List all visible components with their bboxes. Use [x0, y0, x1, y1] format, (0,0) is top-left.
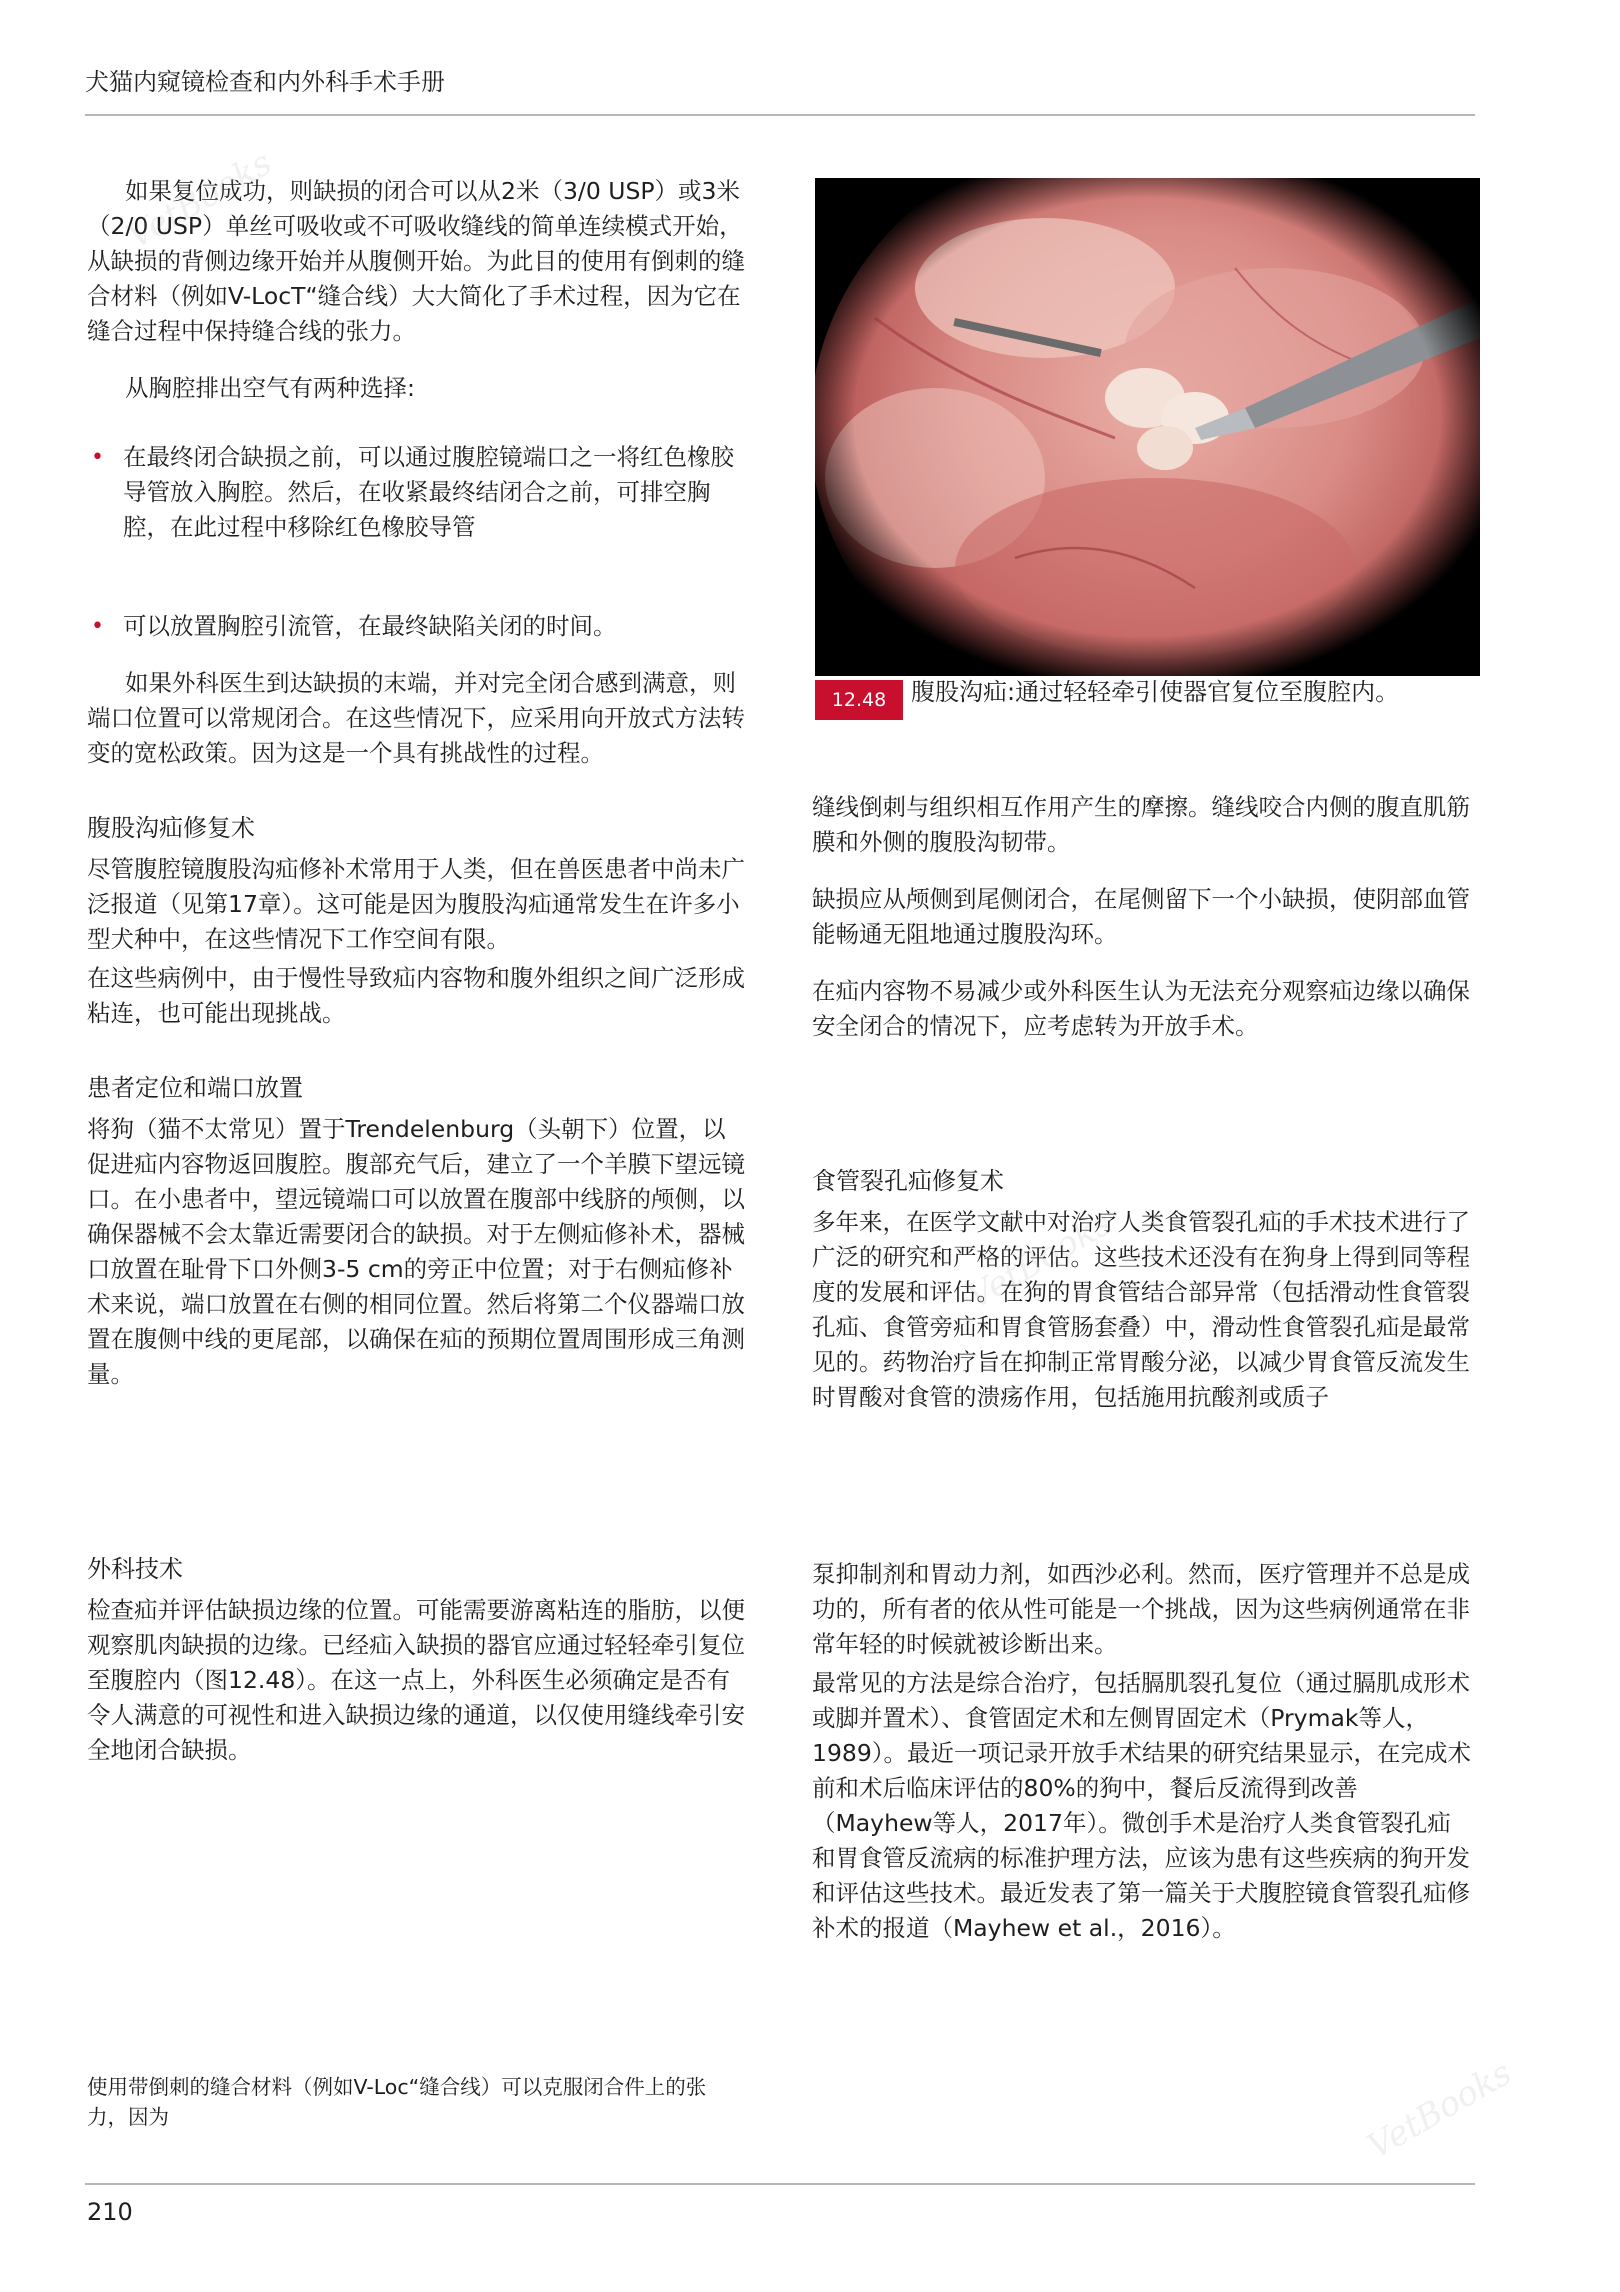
endoscopy-photo	[815, 178, 1480, 676]
footer-divider	[85, 2183, 1475, 2185]
section-heading: 腹股沟疝修复术	[87, 814, 255, 842]
bullet-item	[87, 440, 747, 545]
paragraph: 缺损应从颅侧到尾侧闭合，在尾侧留下一个小缺损，使阴部血管能畅通无阻地通过腹股沟环。	[812, 885, 1470, 948]
bullet-icon: •	[91, 445, 104, 470]
watermark-logo: VetBooks	[120, 142, 279, 258]
continuation-note: 使用带倒刺的缝合材料（例如V-Loc“缝合线）可以克服闭合件上的张力，因为	[87, 2075, 707, 2129]
figure-caption	[815, 674, 1480, 724]
paragraph: 如果复位成功，则缺损的闭合可以从2米（3/0 USP）或3米（2/0 USP）单丝可吸收或不可吸收缝线的简单连续模式开始，从缺损的背侧边缘开始并从腹侧开始。为此目的使用有倒刺的缝合材料（例如V-LocT“缝合线）大大简化了手术过程，因为它在缝合过程中保持缝合线的张力。	[87, 177, 745, 345]
running-header	[85, 62, 1475, 116]
surgical-image-illustration	[815, 178, 1480, 676]
paragraph: 最常见的方法是综合治疗，包括膈肌裂孔复位（通过膈肌成形术或脚并置术）、食管固定术和左侧胃固定术（Prymak等人，1989）。最近一项记录开放手术结果的研究结果显示，在完成术前和术后临床评估的80%的狗中，餐后反流得到改善（Mayhew等人，2017年）。微创手术是治疗人类食管裂孔疝和胃食管反流病的标准护理方法，应该为患有这些疾病的狗开发和评估这些技术。最近发表了第一篇关于犬腹腔镜食管裂孔疝修补术的报道（Mayhew et al.，2016）。	[812, 1669, 1472, 1942]
paragraph: 在疝内容物不易减少或外科医生认为无法充分观察疝边缘以确保安全闭合的情况下，应考虑转为开放手术。	[812, 977, 1470, 1040]
book-title: 犬猫内窥镜检查和内外科手术手册	[85, 68, 445, 96]
paragraph: 尽管腹腔镜腹股沟疝修补术常用于人类，但在兽医患者中尚未广泛报道（见第17章）。这可能是因为腹股沟疝通常发生在许多小型犬种中，在这些情况下工作空间有限。	[87, 855, 745, 953]
right-column	[812, 790, 1472, 1968]
bullet-text: 可以放置胸腔引流管，在最终缺陷关闭的时间。	[123, 612, 617, 640]
paragraph: 将狗（猫不太常见）置于Trendelenburg（头朝下）位置，以促进疝内容物返回腹腔。腹部充气后，建立了一个羊膜下望远镜口。在小患者中，望远镜端口可以放置在腹部中线脐的颅侧，以确保器械不会太靠近需要闭合的缺损。对于左侧疝修补术，器械口放置在耻骨下口外侧3-5 cm的旁正中位置；对于右侧疝修补术来说，端口放置在右侧的相同位置。然后将第二个仪器端口放置在腹侧中线的更尾部，以确保在疝的预期位置周围形成三角测量。	[87, 1115, 745, 1388]
paragraph: 从胸腔排出空气有两种选择:	[125, 374, 415, 402]
section-heading: 患者定位和端口放置	[87, 1074, 303, 1102]
section-heading: 外科技术	[87, 1555, 183, 1583]
bullet-item	[87, 609, 747, 644]
watermark-logo: VetBooks	[1360, 2052, 1519, 2168]
section-heading: 食管裂孔疝修复术	[812, 1167, 1004, 1195]
paragraph: 如果外科医生到达缺损的末端，并对完全闭合感到满意，则端口位置可以常规闭合。在这些情况下，应采用向开放式方法转变的宽松政策。因为这是一个具有挑战性的过程。	[87, 669, 745, 767]
left-column	[87, 174, 747, 1790]
bullet-text: 在最终闭合缺损之前，可以通过腹腔镜端口之一将红色橡胶导管放入胸腔。然后，在收紧最终结闭合之前，可排空胸腔，在此过程中移除红色橡胶导管	[123, 443, 734, 541]
figure-number-badge: 12.48	[815, 680, 903, 720]
paragraph: 缝线倒刺与组织相互作用产生的摩擦。缝线咬合内侧的腹直肌筋膜和外侧的腹股沟韧带。	[812, 793, 1470, 856]
paragraph: 在这些病例中，由于慢性导致疝内容物和腹外组织之间广泛形成粘连，也可能出现挑战。	[87, 964, 745, 1027]
paragraph: 泵抑制剂和胃动力剂，如西沙必利。然而，医疗管理并不总是成功的，所有者的依从性可能是一个挑战，因为这些病例通常在非常年轻的时候就被诊断出来。	[812, 1560, 1470, 1658]
caption-text: 腹股沟疝:通过轻轻牵引使器官复位至腹腔内。	[911, 678, 1400, 706]
bullet-icon: •	[91, 614, 104, 639]
page-number: 210	[87, 2198, 133, 2226]
paragraph: 检查疝并评估缺损边缘的位置。可能需要游离粘连的脂肪，以便观察肌肉缺损的边缘。已经疝入缺损的器官应通过轻轻牵引复位至腹腔内（图12.48）。在这一点上，外科医生必须确定是否有令人满意的可视性和进入缺损边缘的通道，以仅使用缝线牵引安全地闭合缺损。	[87, 1596, 745, 1764]
paragraph: 多年来，在医学文献中对治疗人类食管裂孔疝的手术技术进行了广泛的研究和严格的评估。这些技术还没有在狗身上得到同等程度的发展和评估。在狗的胃食管结合部异常（包括滑动性食管裂孔疝、食管旁疝和胃食管肠套叠）中，滑动性食管裂孔疝是最常见的。药物治疗旨在抑制正常胃酸分泌，以减少胃食管反流发生时胃酸对食管的溃疡作用，包括施用抗酸剂或质子	[812, 1208, 1470, 1411]
watermark-logo: VetBooks	[960, 1202, 1119, 1318]
